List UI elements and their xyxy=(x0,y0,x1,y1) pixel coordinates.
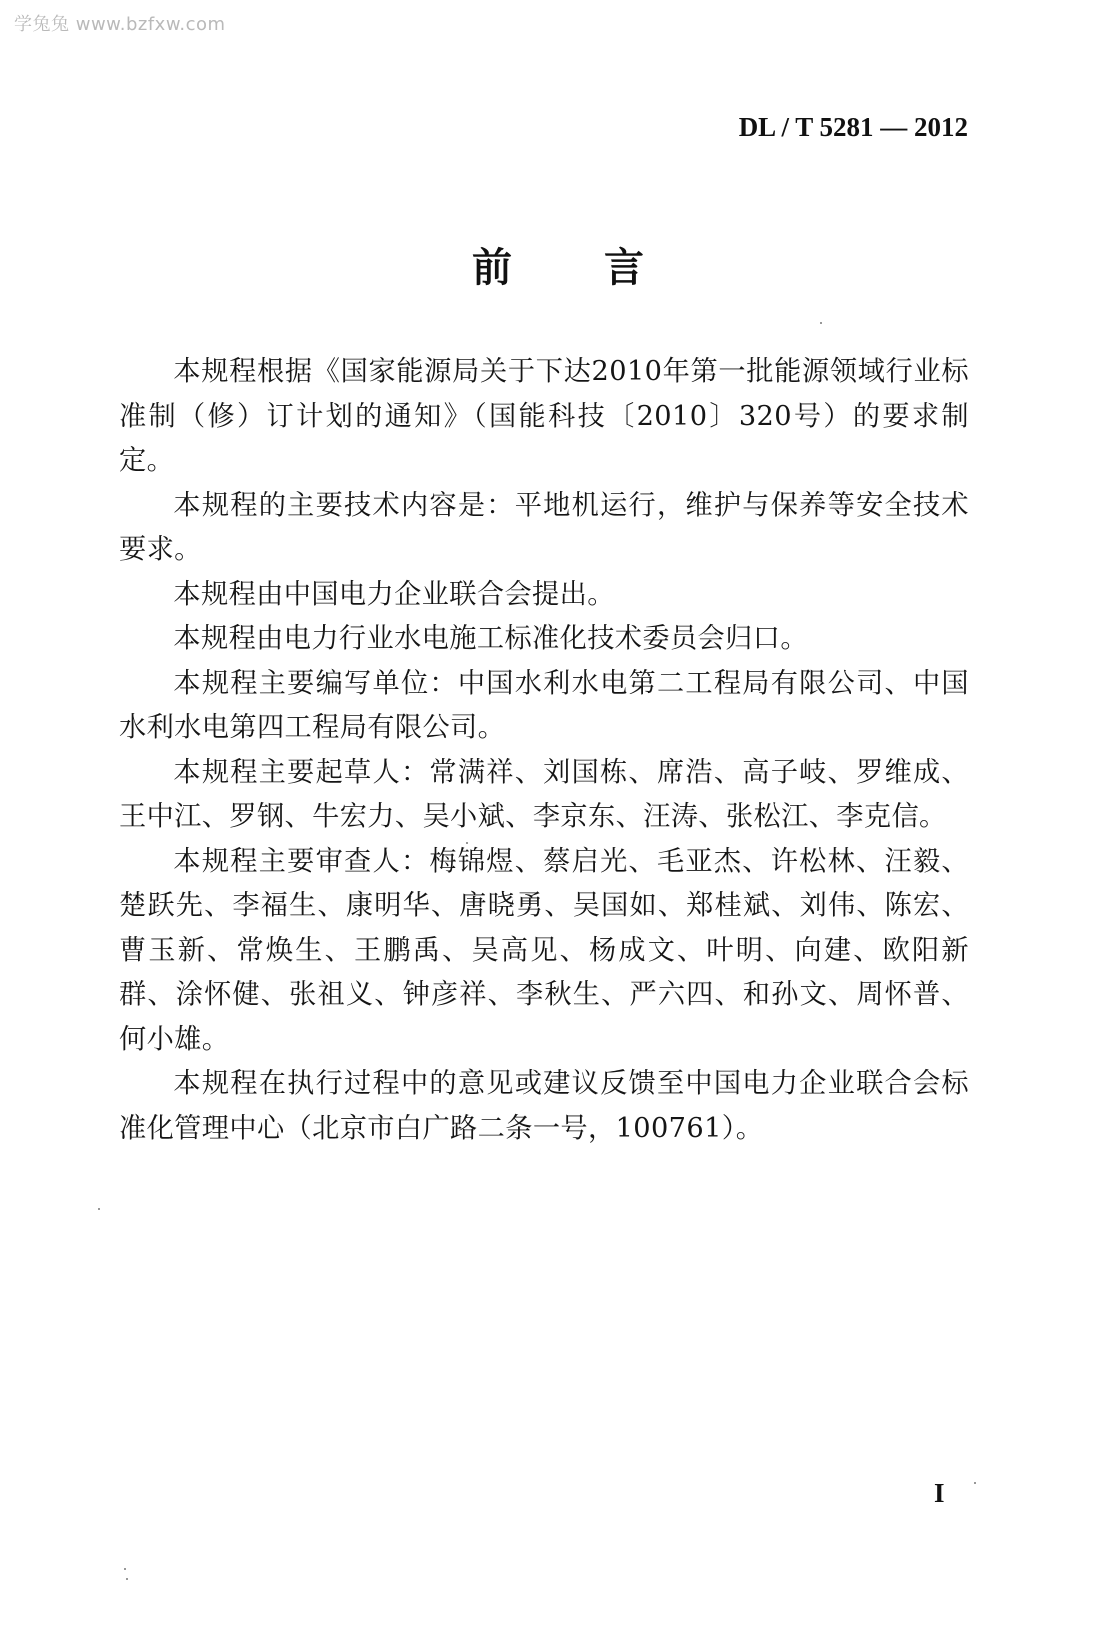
preface-body xyxy=(119,350,969,1151)
scan-speck xyxy=(974,1482,976,1484)
paragraph-drafting-units: 本规程主要编写单位：中国水利水电第二工程局有限公司、中国水利水电第四工程局有限公司。 xyxy=(119,667,969,743)
paragraph-feedback: 本规程在执行过程中的意见或建议反馈至中国电力企业联合会标准化管理中心（北京市白广路二条一号，100761）。 xyxy=(119,1068,969,1144)
paragraph-main-content: 本规程的主要技术内容是：平地机运行，维护与保养等安全技术要求。 xyxy=(119,489,969,565)
scan-speck xyxy=(820,322,822,324)
scan-speck xyxy=(98,1208,100,1210)
scan-speck xyxy=(126,1578,128,1580)
scan-speck xyxy=(124,1568,126,1570)
paragraph-reviewers: 本规程主要审查人：梅锦煜、蔡启光、毛亚杰、许松林、汪毅、楚跃先、李福生、康明华、唐晓勇、吴国如、郑桂斌、刘伟、陈宏、曹玉新、常焕生、王鹏禹、吴高见、杨成文、叶明、向建、欧阳新群、涂怀健、张祖义、钟彦祥、李秋生、严六四、和孙文、周怀普、何小雄。 xyxy=(119,845,969,1055)
page-title: 前言 xyxy=(472,244,736,291)
page-number: I xyxy=(934,1478,945,1508)
standard-code: DL / T 5281 — 2012 xyxy=(738,112,968,142)
scan-speck xyxy=(466,842,468,844)
paragraph-administrator: 本规程由电力行业水电施工标准化技术委员会归口。 xyxy=(173,623,808,654)
site-watermark: 学兔兔 www.bzfxw.com xyxy=(14,14,226,35)
paragraph-drafters: 本规程主要起草人：常满祥、刘国栋、席浩、高子岐、罗维成、王中江、罗钢、牛宏力、吴小斌、李京东、汪涛、张松江、李克信。 xyxy=(119,756,969,832)
paragraph-basis: 本规程根据《国家能源局关于下达2010年第一批能源领域行业标准制（修）订计划的通知》（国能科技〔2010〕320号）的要求制定。 xyxy=(119,356,969,476)
paragraph-proposer: 本规程由中国电力企业联合会提出。 xyxy=(173,578,615,610)
